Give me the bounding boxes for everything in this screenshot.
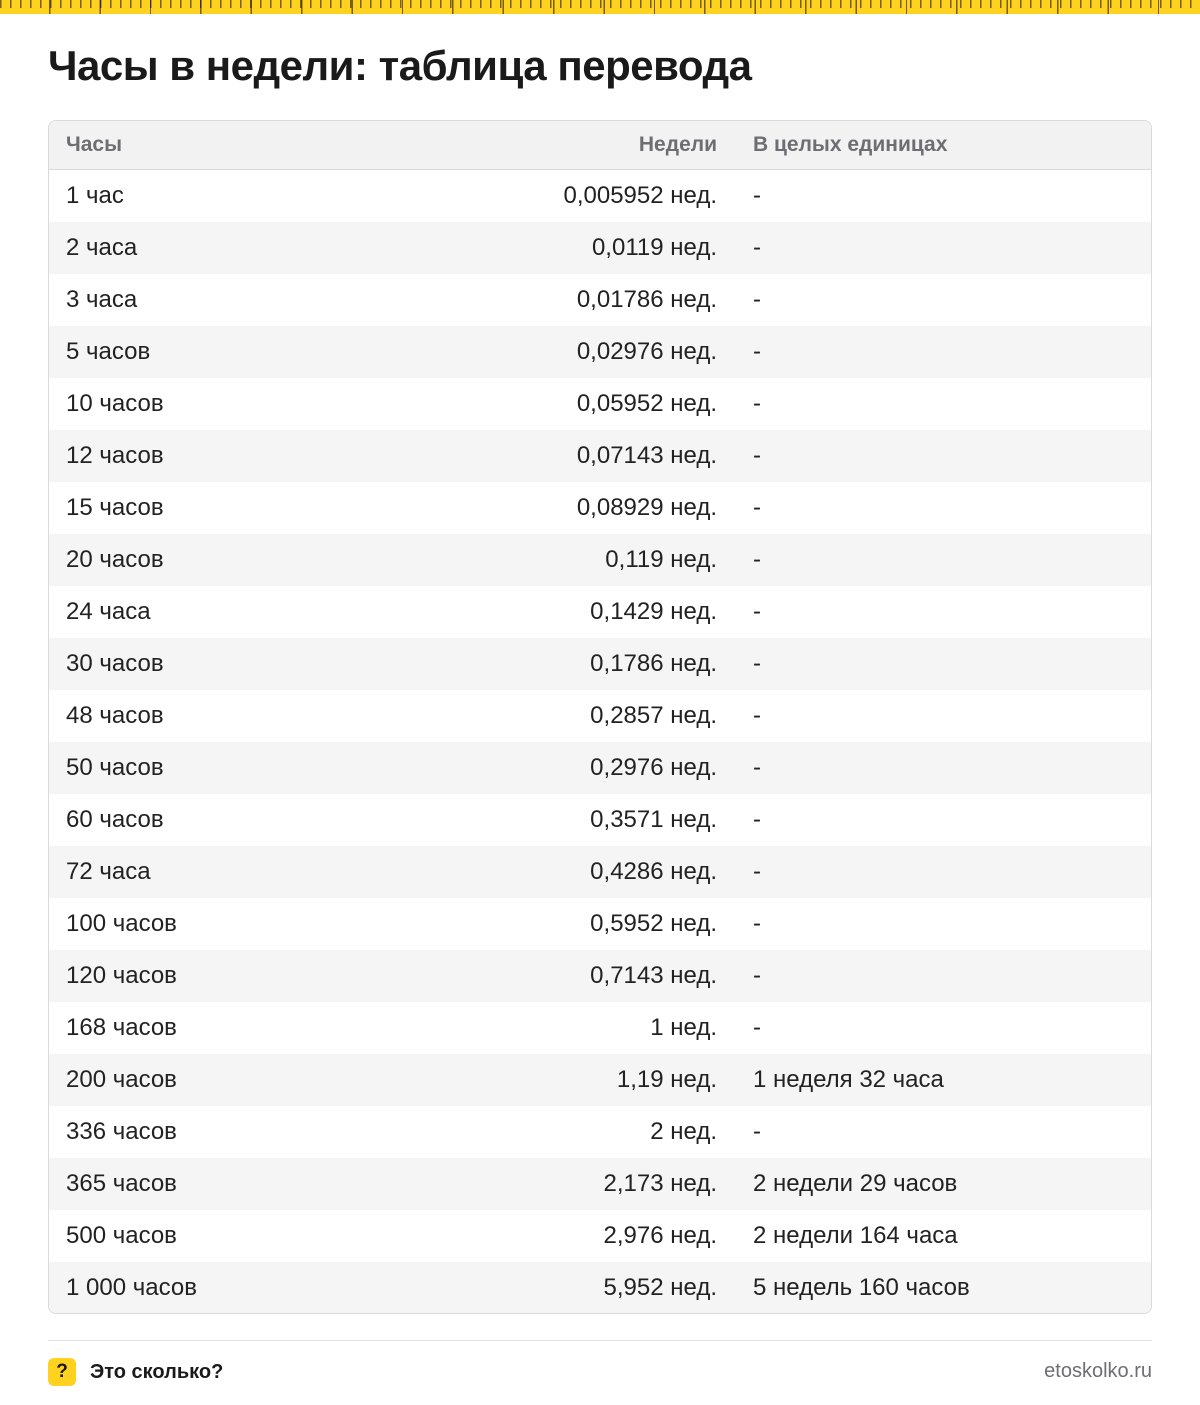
cell-whole-units: - xyxy=(753,598,761,625)
cell-whole-units: - xyxy=(753,286,761,313)
cell-weeks: 0,01786 нед. xyxy=(576,286,717,313)
cell-weeks: 2,173 нед. xyxy=(603,1170,717,1197)
cell-hours: 168 часов xyxy=(66,1014,177,1041)
cell-whole-units: - xyxy=(753,806,761,833)
table-row xyxy=(49,794,1151,846)
cell-hours: 120 часов xyxy=(66,962,177,989)
table-row xyxy=(49,1210,1151,1262)
cell-hours: 200 часов xyxy=(66,1066,177,1093)
table-row xyxy=(49,586,1151,638)
cell-whole-units: - xyxy=(753,858,761,885)
cell-hours: 15 часов xyxy=(66,494,164,521)
conversion-table xyxy=(48,120,1152,1314)
table-row xyxy=(49,170,1151,222)
cell-hours: 20 часов xyxy=(66,546,164,573)
cell-weeks: 0,7143 нед. xyxy=(590,962,717,989)
brand-name: Это сколько? xyxy=(90,1360,224,1383)
cell-weeks: 0,2857 нед. xyxy=(590,702,717,729)
cell-hours: 50 часов xyxy=(66,754,164,781)
table-row xyxy=(49,1158,1151,1210)
table-row xyxy=(49,742,1151,794)
table-row xyxy=(49,222,1151,274)
table-row xyxy=(49,846,1151,898)
table-row xyxy=(49,274,1151,326)
cell-weeks: 0,07143 нед. xyxy=(576,442,717,469)
cell-hours: 72 часа xyxy=(66,858,151,885)
cell-whole-units: - xyxy=(753,338,761,365)
cell-weeks: 0,005952 нед. xyxy=(563,182,717,209)
ruler-strip xyxy=(0,0,1200,14)
cell-weeks: 0,08929 нед. xyxy=(576,494,717,521)
cell-hours: 365 часов xyxy=(66,1170,177,1197)
table-row xyxy=(49,690,1151,742)
cell-weeks: 1,19 нед. xyxy=(616,1066,717,1093)
cell-weeks: 0,05952 нед. xyxy=(576,390,717,417)
table-row xyxy=(49,1262,1151,1314)
cell-hours: 60 часов xyxy=(66,806,164,833)
cell-whole-units: - xyxy=(753,910,761,937)
cell-hours: 1 000 часов xyxy=(66,1274,197,1301)
cell-hours: 3 часа xyxy=(66,286,138,313)
cell-whole-units: - xyxy=(753,546,761,573)
cell-weeks: 0,0119 нед. xyxy=(591,234,717,261)
table-row xyxy=(49,482,1151,534)
cell-weeks: 2,976 нед. xyxy=(603,1222,717,1249)
ruler-major-ticks xyxy=(0,0,1200,14)
cell-whole-units: 2 недели 29 часов xyxy=(753,1170,958,1197)
cell-whole-units: - xyxy=(753,702,761,729)
page-title: Часы в недели: таблица перевода xyxy=(48,42,752,89)
cell-whole-units: 2 недели 164 часа xyxy=(753,1222,958,1249)
cell-weeks: 0,1786 нед. xyxy=(590,650,717,677)
table-row xyxy=(49,430,1151,482)
table-row xyxy=(49,326,1151,378)
cell-hours: 48 часов xyxy=(66,702,164,729)
table-row xyxy=(49,534,1151,586)
question-mark-icon: ? xyxy=(48,1358,76,1386)
table-row xyxy=(49,1054,1151,1106)
cell-weeks: 0,4286 нед. xyxy=(590,858,717,885)
cell-weeks: 0,5952 нед. xyxy=(590,910,717,937)
cell-weeks: 2 нед. xyxy=(650,1118,717,1145)
cell-whole-units: - xyxy=(753,1118,761,1145)
cell-hours: 500 часов xyxy=(66,1222,177,1249)
table-row xyxy=(49,950,1151,1002)
cell-whole-units: 5 недель 160 часов xyxy=(753,1274,970,1301)
cell-hours: 10 часов xyxy=(66,390,164,417)
cell-hours: 2 часа xyxy=(66,234,138,261)
cell-whole-units: - xyxy=(753,234,761,261)
cell-whole-units: 1 неделя 32 часа xyxy=(753,1066,944,1093)
cell-whole-units: - xyxy=(753,182,761,209)
table-row xyxy=(49,378,1151,430)
cell-whole-units: - xyxy=(753,650,761,677)
header-whole-units: В целых единицах xyxy=(753,133,948,156)
cell-whole-units: - xyxy=(753,494,761,521)
cell-weeks: 0,1429 нед. xyxy=(590,598,717,625)
cell-whole-units: - xyxy=(753,1014,761,1041)
cell-weeks: 5,952 нед. xyxy=(603,1274,717,1301)
table-body xyxy=(49,170,1151,1314)
cell-hours: 30 часов xyxy=(66,650,164,677)
cell-weeks: 0,3571 нед. xyxy=(590,806,717,833)
table-row xyxy=(49,638,1151,690)
table-row xyxy=(49,1106,1151,1158)
table-row xyxy=(49,1002,1151,1054)
table-header-row xyxy=(49,121,1151,170)
cell-weeks: 0,02976 нед. xyxy=(576,338,717,365)
cell-weeks: 0,119 нед. xyxy=(605,546,717,573)
cell-weeks: 1 нед. xyxy=(650,1014,717,1041)
cell-hours: 12 часов xyxy=(66,442,164,469)
cell-hours: 336 часов xyxy=(66,1118,177,1145)
cell-hours: 1 час xyxy=(66,182,124,209)
cell-whole-units: - xyxy=(753,442,761,469)
cell-whole-units: - xyxy=(753,390,761,417)
cell-hours: 100 часов xyxy=(66,910,177,937)
cell-whole-units: - xyxy=(753,962,761,989)
cell-whole-units: - xyxy=(753,754,761,781)
cell-weeks: 0,2976 нед. xyxy=(590,754,717,781)
cell-hours: 5 часов xyxy=(66,338,151,365)
table-row xyxy=(49,898,1151,950)
cell-hours: 24 часа xyxy=(66,598,151,625)
header-hours: Часы xyxy=(66,133,123,156)
footer-brand[interactable] xyxy=(48,1358,223,1386)
site-link[interactable]: etoskolko.ru xyxy=(1044,1360,1152,1382)
footer-divider xyxy=(48,1340,1152,1341)
header-weeks: Недели xyxy=(638,133,717,156)
